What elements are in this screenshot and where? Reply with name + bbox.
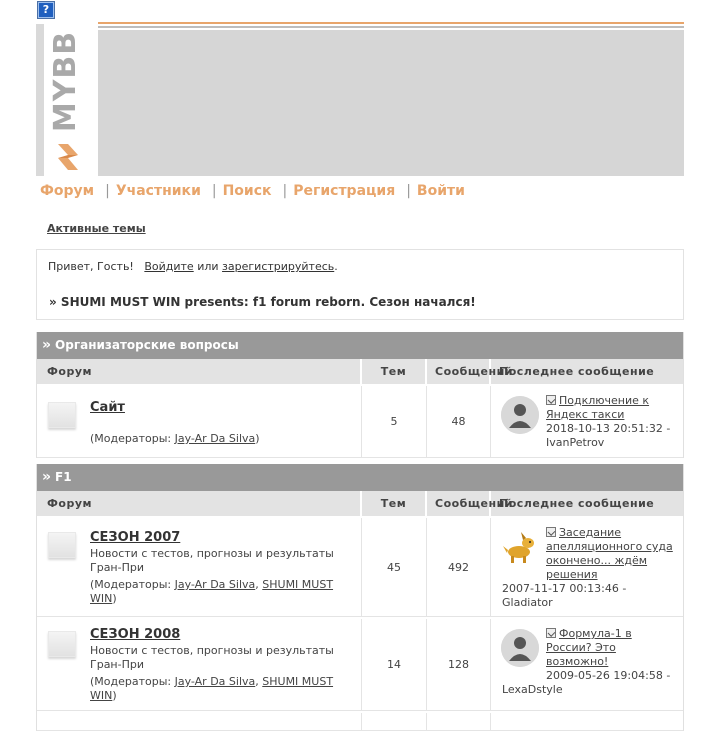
last-post-title <box>546 394 674 422</box>
category-header[interactable]: » Организаторские вопросы <box>37 332 683 359</box>
nav-separator: | <box>211 183 217 199</box>
post-count: 492 <box>427 518 491 616</box>
header-banner <box>98 30 684 176</box>
announcement[interactable]: » SHUMI MUST WIN presents: f1 forum reborn. Сезон начался! <box>49 295 476 309</box>
last-post-link[interactable]: Подключение к Яндекс такси <box>546 394 650 421</box>
greeting-text: Привет, Гость! <box>48 260 134 273</box>
forum-row <box>37 617 683 711</box>
col-last-post: Последнее сообщение <box>499 365 655 378</box>
nav-separator: | <box>406 183 411 199</box>
forum-title[interactable]: СЕЗОН 2007 <box>90 530 181 545</box>
forum-row <box>37 384 683 458</box>
last-post-title <box>546 526 674 582</box>
category-header[interactable]: » F1 <box>37 464 683 491</box>
last-post-date: 2009-05-26 19:04:58 - <box>546 669 671 682</box>
dog-avatar-icon <box>501 528 539 566</box>
nav-forum[interactable]: Форум <box>40 183 95 199</box>
forum-moderators: (Модераторы: Jay-Ar Da Silva, SHUMI MUST WIN) <box>90 675 334 702</box>
forum-description: Новости с тестов, прогнозы и результаты Гран-При <box>90 547 334 574</box>
forum-description: Новости с тестов, прогнозы и результаты Гран-При <box>90 644 334 671</box>
help-icon[interactable]: ? <box>37 1 55 19</box>
category-title: F1 <box>55 470 72 484</box>
moderator-link[interactable]: SHUMI MUST WIN <box>90 578 334 605</box>
col-posts: Сообщений <box>427 359 491 384</box>
category-organizational <box>36 332 684 458</box>
column-headers <box>37 491 683 516</box>
last-post-user[interactable]: LexaDstyle <box>502 683 563 696</box>
last-post-date: 2007-11-17 00:13:46 - <box>502 582 627 595</box>
nav-separator: | <box>105 183 110 199</box>
forum-title[interactable]: Сайт <box>90 400 125 415</box>
post-count: 48 <box>427 386 491 457</box>
nav-search[interactable]: Поиск <box>222 183 272 199</box>
last-post-user[interactable]: Gladiator <box>502 596 553 609</box>
forum-status-icon <box>48 532 76 558</box>
moderator-link[interactable]: Jay-Ar Da Silva <box>174 578 256 591</box>
avatar[interactable] <box>501 396 539 434</box>
default-avatar-icon <box>501 629 539 667</box>
login-link[interactable]: Войдите <box>144 260 194 273</box>
welcome-box <box>36 249 684 320</box>
nav-separator: | <box>282 183 288 199</box>
topic-count: 5 <box>362 386 427 457</box>
col-topics: Тем <box>362 359 427 384</box>
moderator-link[interactable]: SHUMI MUST WIN <box>90 675 334 702</box>
col-forum: Форум <box>37 491 362 516</box>
last-post <box>491 518 683 616</box>
moderator-link[interactable]: Jay-Ar Da Silva <box>174 675 256 688</box>
register-link[interactable]: зарегистрируйтесь <box>222 260 335 273</box>
last-post-title <box>546 627 674 669</box>
col-posts: Сообщений <box>427 491 491 516</box>
nav-login[interactable]: Войти <box>416 183 465 199</box>
active-topics-link[interactable]: Активные темы <box>47 222 146 235</box>
forum-status-icon <box>48 631 76 657</box>
col-last-post: Последнее сообщение <box>499 497 655 510</box>
moderator-link[interactable]: Jay-Ar Da Silva <box>174 432 256 445</box>
col-topics: Тем <box>362 491 427 516</box>
forum-row <box>37 516 683 617</box>
forum-title[interactable]: СЕЗОН 2008 <box>90 627 181 642</box>
logo-wordmark: MYBB <box>48 30 84 132</box>
last-post-user[interactable]: IvanPetrov <box>546 436 605 449</box>
logo-strip <box>36 24 44 176</box>
logo[interactable] <box>36 22 98 176</box>
topic-count: 45 <box>362 518 427 616</box>
default-avatar-icon <box>501 396 539 434</box>
avatar[interactable] <box>501 528 539 566</box>
guest-greeting <box>48 260 338 273</box>
or-text: или <box>197 260 219 273</box>
nav-register[interactable]: Регистрация <box>293 183 396 199</box>
forum-row <box>37 711 683 731</box>
last-post-link[interactable]: Заседание апелляционного суда окончено... ждём решения <box>546 526 673 581</box>
header-rule <box>98 22 684 30</box>
last-post-link[interactable]: Формула-1 в России? Это возможно! <box>546 627 632 668</box>
header <box>36 22 684 176</box>
post-arrow-icon <box>546 527 556 537</box>
col-forum: Форум <box>37 359 362 384</box>
category-f1 <box>36 464 684 731</box>
column-headers <box>37 359 683 384</box>
last-post-date: 2018-10-13 20:51:32 - <box>546 422 671 435</box>
avatar[interactable] <box>501 629 539 667</box>
post-arrow-icon <box>546 395 556 405</box>
last-post <box>491 386 683 457</box>
forum-moderators: (Модераторы: Jay-Ar Da Silva) <box>90 432 260 445</box>
category-title: Организаторские вопросы <box>55 338 239 352</box>
main-nav <box>40 182 465 200</box>
logo-text <box>46 26 86 136</box>
chevron-logo-icon <box>56 142 82 172</box>
last-post <box>491 619 683 710</box>
topic-count: 14 <box>362 619 427 710</box>
nav-members[interactable]: Участники <box>115 183 201 199</box>
post-count: 128 <box>427 619 491 710</box>
period-text: . <box>334 260 338 273</box>
forum-moderators: (Модераторы: Jay-Ar Da Silva, SHUMI MUST WIN) <box>90 578 334 605</box>
post-arrow-icon <box>546 628 556 638</box>
forum-status-icon <box>48 402 76 428</box>
